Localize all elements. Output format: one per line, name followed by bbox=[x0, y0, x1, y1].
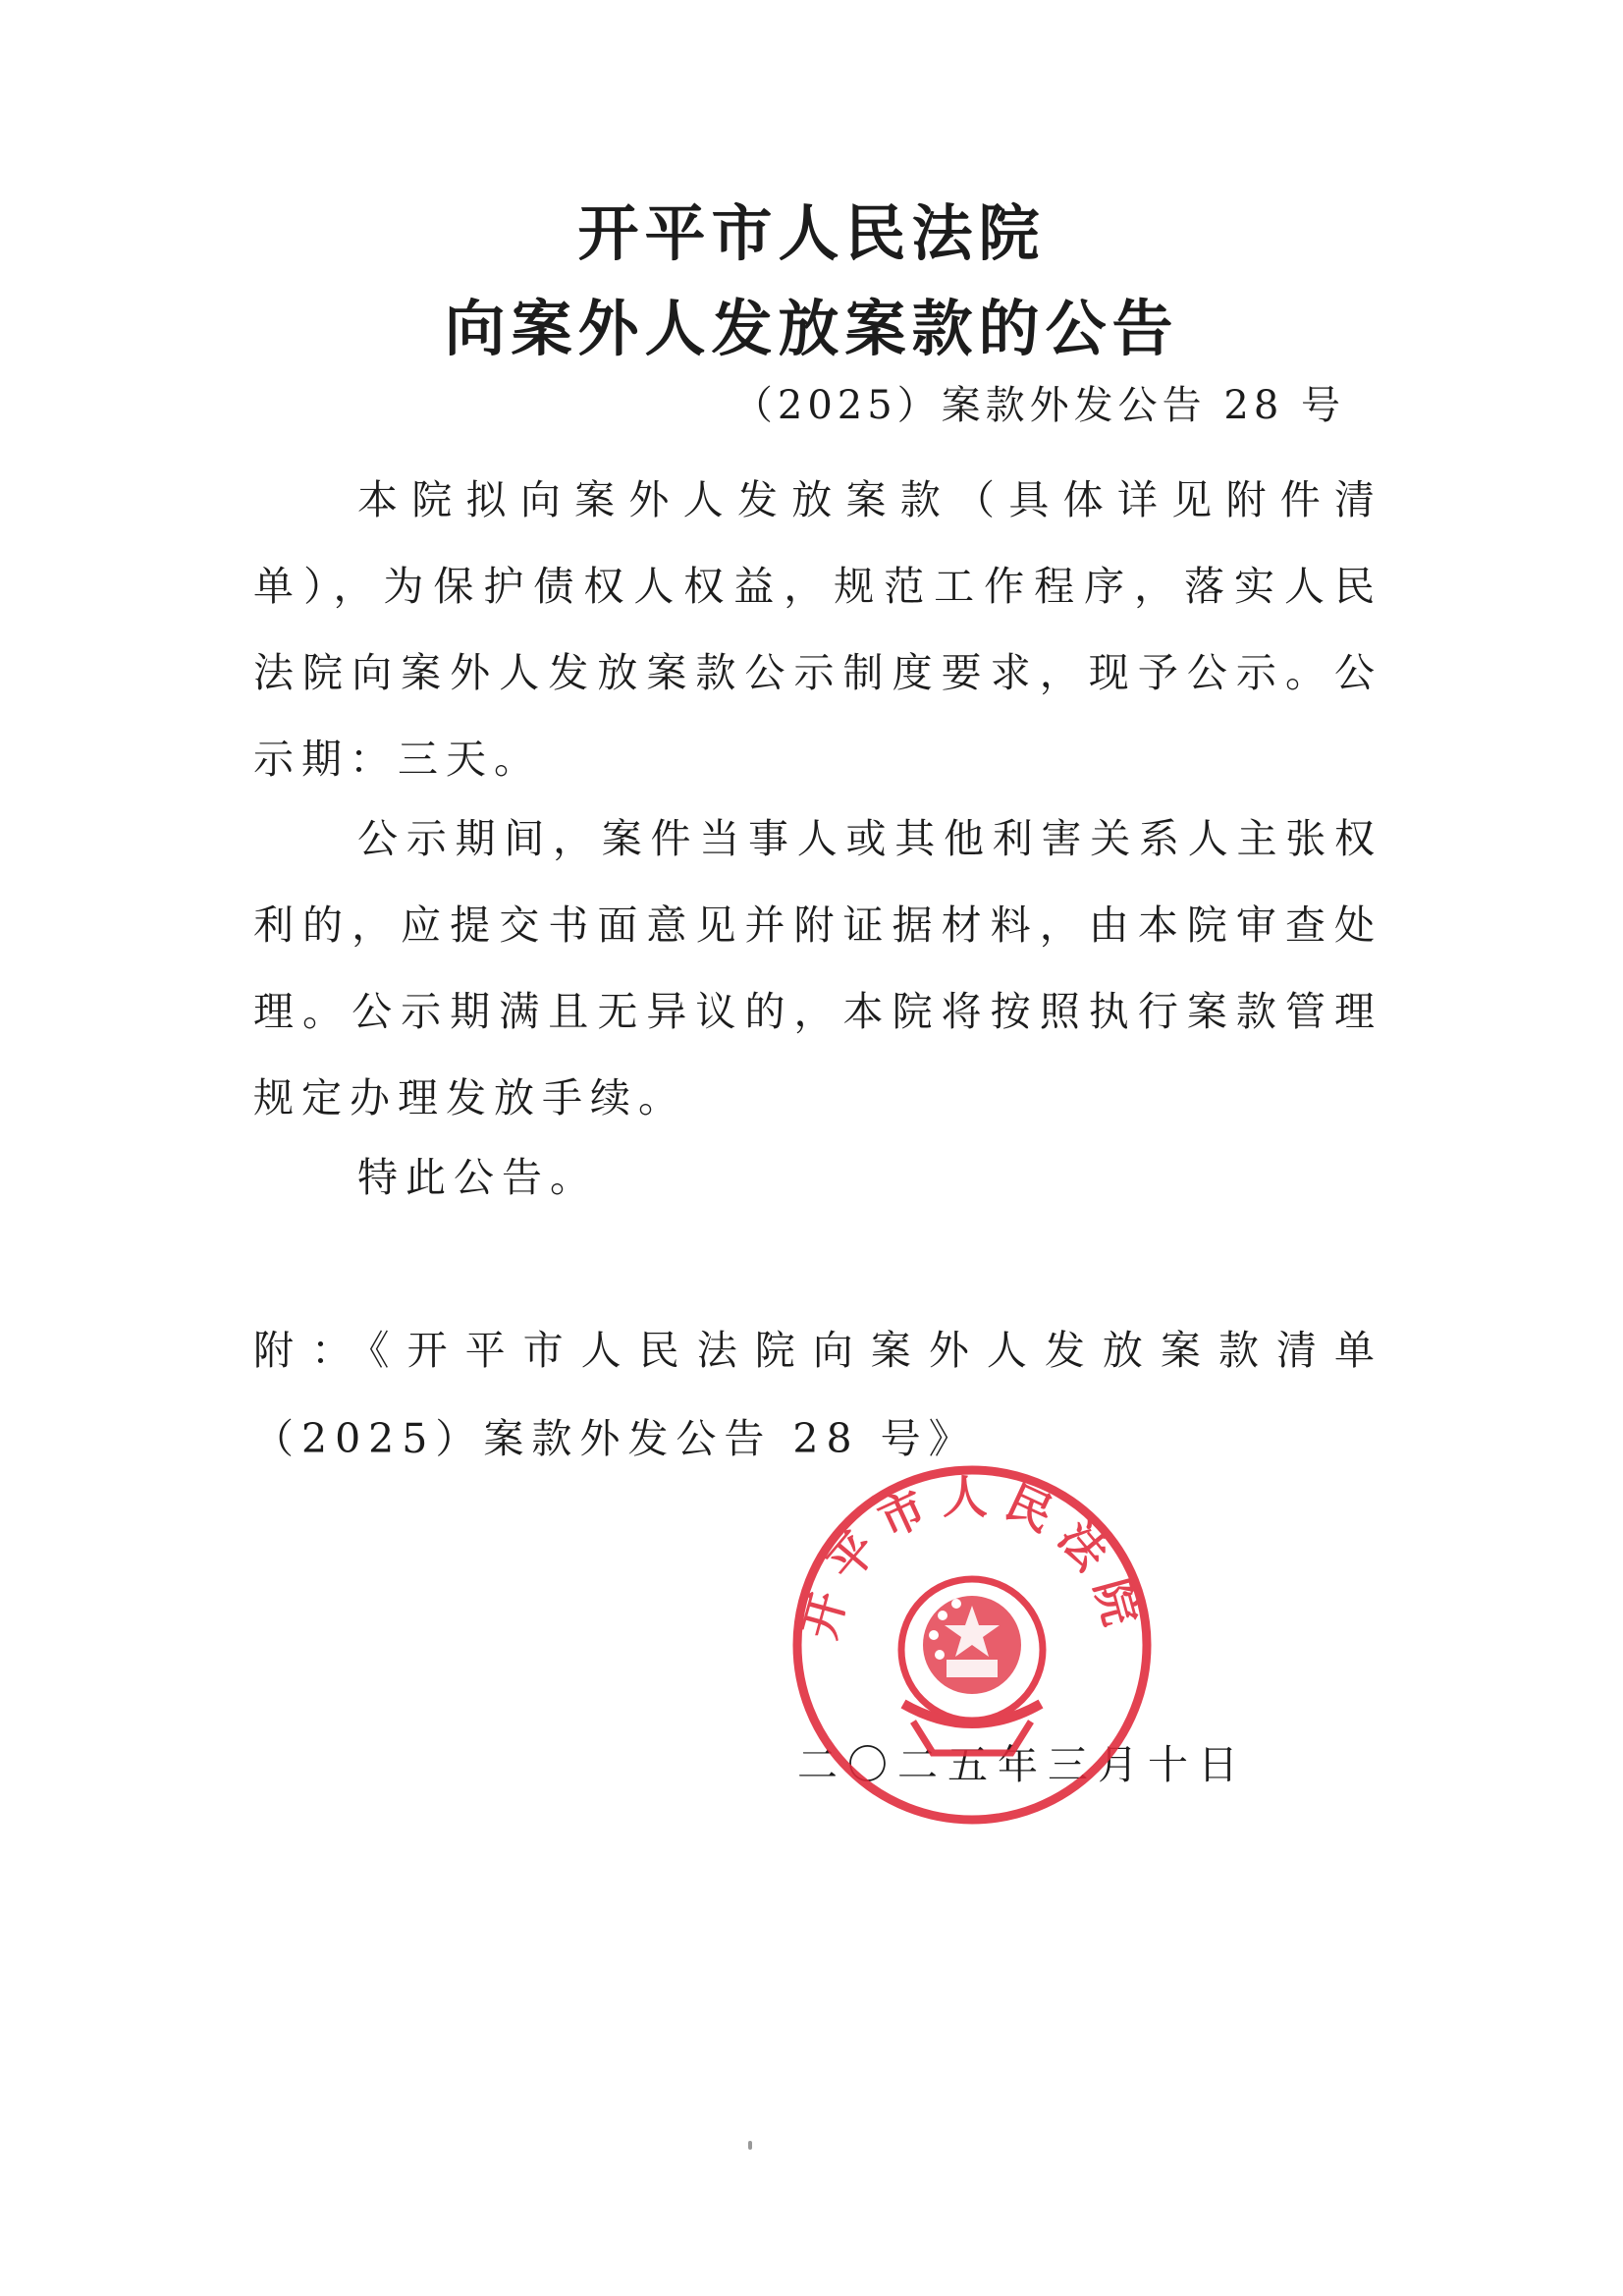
svg-text:开平市人民法院: 开平市人民法院 bbox=[792, 1470, 1152, 1645]
title-court-name: 开平市人民法院 bbox=[577, 197, 1046, 269]
body-paragraph-2: 公示期间，案件当事人或其他利害关系人主张权利的，应提交书面意见并附证据材料，由本院审查处理。公示期满且无异议的，本院将按照执行案款管理规定办理发放手续。 bbox=[253, 815, 1382, 1121]
scan-speck bbox=[748, 2141, 752, 2150]
body-paragraph-closing: 特此公告。 bbox=[357, 1154, 598, 1201]
document-number: （2025）案款外发公告 28 号 bbox=[732, 383, 1345, 428]
issue-date: 二〇二五年三月十日 bbox=[797, 1741, 1248, 1788]
body-paragraph-1: 本院拟向案外人发放案款（具体详见附件清单），为保护债权人权益，规范工作程序，落实人民法院向案外人发放案款公示制度要求，现予公示。公示期：三天。 bbox=[253, 476, 1382, 783]
attachment-note: 附：《开平市人民法院向案外人发放案款清单（2025）案款外发公告 28 号》 bbox=[253, 1327, 1382, 1462]
court-seal bbox=[785, 1458, 1159, 1831]
national-emblem-icon bbox=[901, 1579, 1043, 1753]
title-notice: 向案外人发放案款的公告 bbox=[444, 293, 1179, 364]
